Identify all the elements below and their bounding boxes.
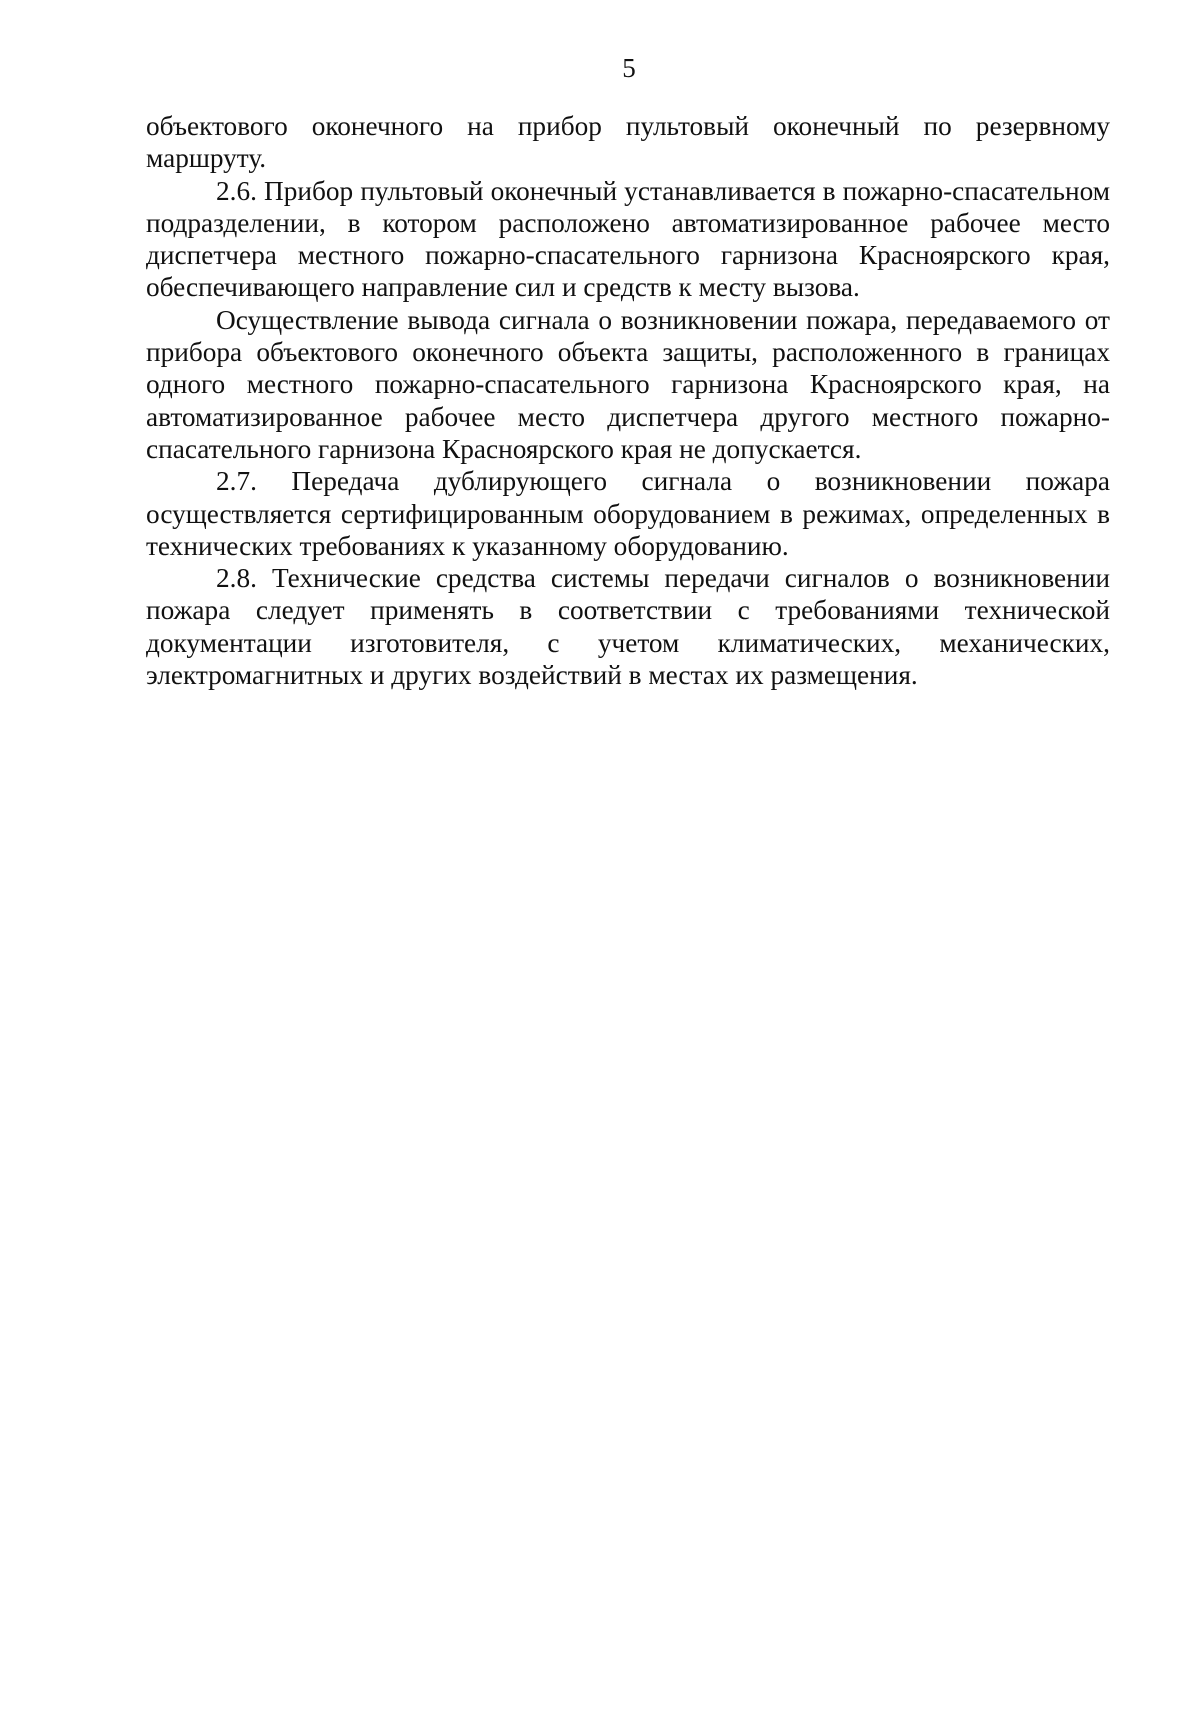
paragraph-signal-output: Осуществление вывода сигнала о возникновении пожара, передаваемого от прибора объектового оконечного объекта защиты, расположенного в границах одного местного пожарно-спасательного гарнизона Красноярского края, на автоматизированное рабочее место диспетчера другого местного пожарно-спасательного гарнизона Красноярского края не допускается. bbox=[146, 304, 1110, 464]
page-number: 5 bbox=[622, 53, 636, 83]
paragraph-2-8: 2.8. Технические средства системы передачи сигналов о возникновении пожара следует применять в соответствии с требованиями технической документации изготовителя, с учетом климатических, механических, электромагнитных и других воздействий в местах их размещения. bbox=[146, 563, 1110, 691]
paragraph-2-6: 2.6. Прибор пультовый оконечный устанавливается в пожарно-спасательном подразделении, в котором расположено автоматизированное рабочее место диспетчера местного пожарно-спасательного гарнизона Красноярского края, обеспечивающего направление сил и средств к месту вызова. bbox=[146, 175, 1110, 303]
paragraph-continuation: объектового оконечного на прибор пультовый оконечный по резервному маршруту. bbox=[146, 111, 1110, 174]
paragraph-2-7: 2.7. Передача дублирующего сигнала о возникновении пожара осуществляется сертифицированным оборудованием в режимах, определенных в технических требованиях к указанному оборудованию. bbox=[146, 466, 1110, 561]
document-body bbox=[146, 110, 1110, 691]
